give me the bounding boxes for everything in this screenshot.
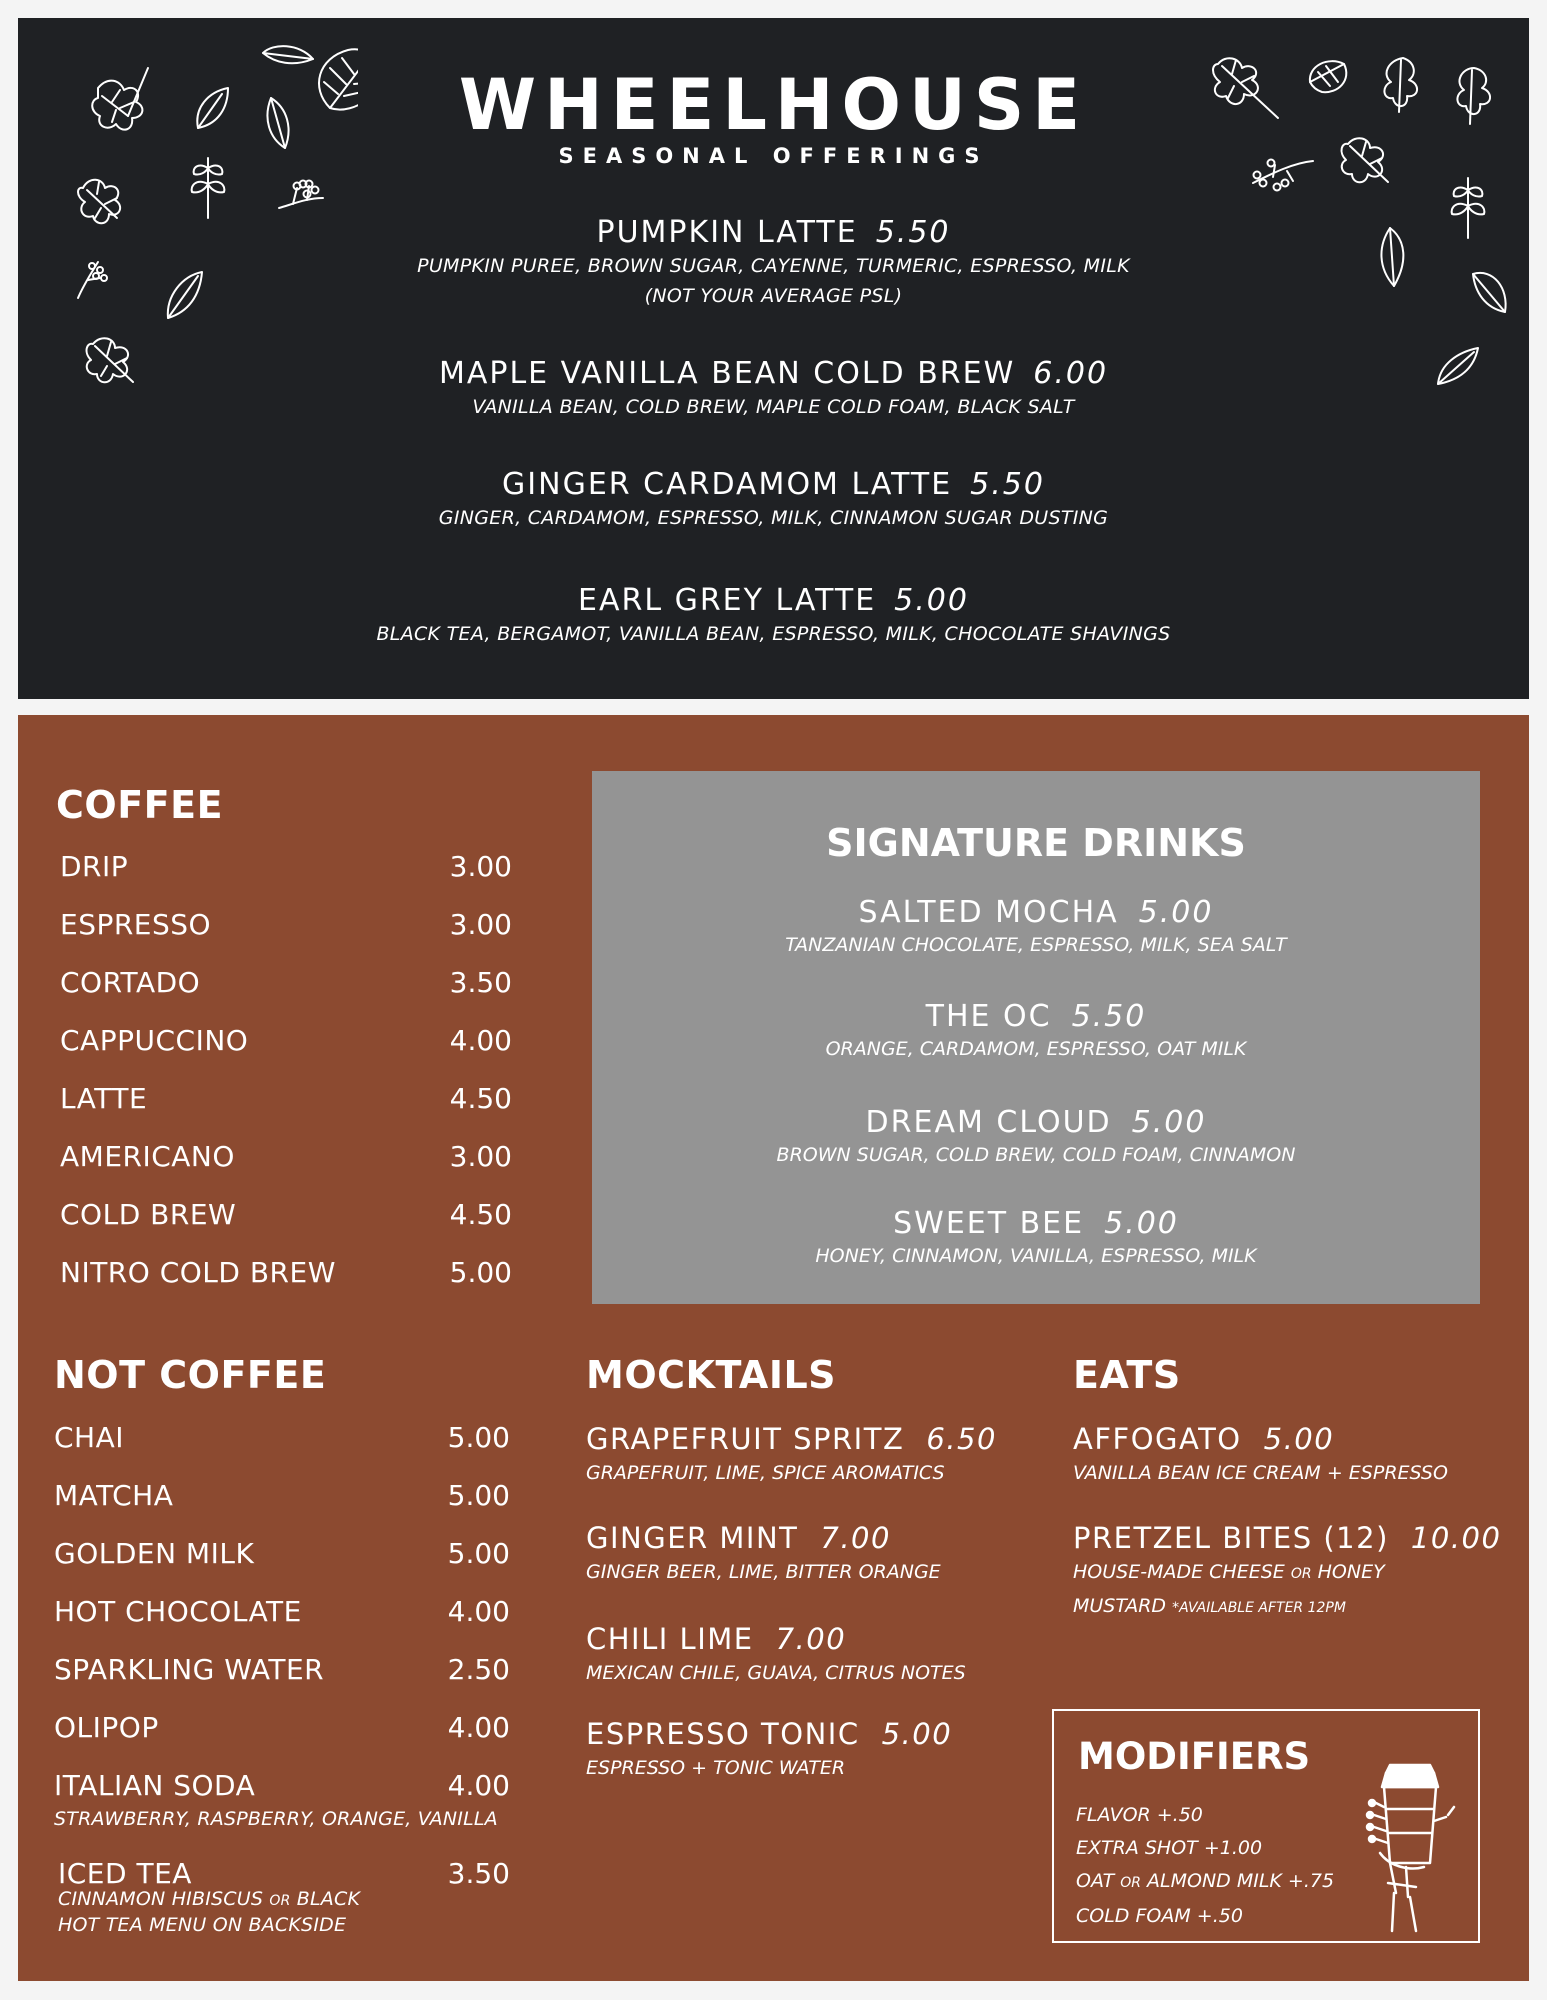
signature-item-name: THE OC 5.50 xyxy=(925,999,1147,1034)
seasonal-item-price: 5.50 xyxy=(875,215,951,250)
mocktail-price: 5.00 xyxy=(881,1717,953,1751)
mocktail-price: 6.50 xyxy=(926,1422,997,1456)
not-coffee-heading: NOT COFFEE xyxy=(54,1353,327,1397)
mocktail-name: GINGER MINT 7.00 xyxy=(586,1521,891,1555)
not-coffee-item: ICED TEA 3.50 xyxy=(58,1857,510,1890)
coffee-item: CAPPUCCINO 4.00 xyxy=(60,1024,512,1057)
seasonal-item-name: MAPLE VANILLA BEAN COLD BREW 6.00 xyxy=(438,356,1109,391)
seasonal-panel xyxy=(18,18,1529,699)
signature-item-name: DREAM CLOUD 5.00 xyxy=(865,1105,1207,1140)
coffee-item: CORTADO 3.50 xyxy=(60,966,512,999)
mocktail-desc: GINGER BEER, LIME, BITTER ORANGE xyxy=(586,1561,941,1583)
eats-desc: HOUSE-MADE CHEESE OR HONEY xyxy=(1073,1561,1385,1583)
mocktail-item xyxy=(586,1520,941,1588)
not-coffee-list xyxy=(54,1421,510,1937)
seasonal-item-note: (NOT YOUR AVERAGE PSL) xyxy=(644,285,903,307)
coffee-list xyxy=(60,850,512,1314)
eats-desc: MUSTARD *AVAILABLE AFTER 12PM xyxy=(1073,1595,1346,1617)
mocktail-price: 7.00 xyxy=(820,1521,891,1555)
seasonal-item-name: EARL GREY LATTE 5.00 xyxy=(578,583,969,618)
skeleton-hand-cup-icon xyxy=(1360,1763,1460,1938)
eats-desc: VANILLA BEAN ICE CREAM + ESPRESSO xyxy=(1073,1462,1448,1484)
signature-heading: SIGNATURE DRINKS xyxy=(826,821,1246,865)
modifiers-heading: MODIFIERS xyxy=(1078,1735,1311,1778)
signature-item-price: 5.00 xyxy=(1138,895,1214,930)
seasonal-item-name: GINGER CARDAMOM LATTE 5.50 xyxy=(502,467,1045,502)
hot-tea-note: HOT TEA MENU ON BACKSIDE xyxy=(58,1914,347,1936)
eats-heading: EATS xyxy=(1073,1353,1181,1397)
coffee-item: AMERICANO 3.00 xyxy=(60,1140,512,1173)
mocktail-name: GRAPEFRUIT SPRITZ 6.50 xyxy=(586,1422,997,1456)
signature-item-name: SWEET BEE 5.00 xyxy=(893,1206,1179,1241)
mocktail-name: ESPRESSO TONIC 5.00 xyxy=(586,1717,953,1751)
berry-sprig-icon xyxy=(279,181,323,209)
modifier-item: EXTRA SHOT +1.00 xyxy=(1076,1837,1263,1859)
mocktails-heading: MOCKTAILS xyxy=(586,1353,837,1397)
signature-item-price: 5.00 xyxy=(1131,1105,1207,1140)
signature-drinks-box xyxy=(592,771,1480,1304)
signature-item-price: 5.00 xyxy=(1104,1206,1179,1241)
not-coffee-item: SPARKLING WATER 2.50 xyxy=(54,1653,510,1686)
seasonal-item-price: 6.00 xyxy=(1033,356,1109,391)
seasonal-item-desc: GINGER, CARDAMOM, ESPRESSO, MILK, CINNAMON SUGAR DUSTING xyxy=(438,507,1109,529)
italian-soda-flavors: STRAWBERRY, RASPBERRY, ORANGE, VANILLA xyxy=(54,1808,498,1830)
coffee-item: COLD BREW 4.50 xyxy=(60,1198,512,1231)
signature-item-desc: BROWN SUGAR, COLD BREW, COLD FOAM, CINNAMON xyxy=(776,1144,1296,1166)
signature-item-desc: ORANGE, CARDAMOM, ESPRESSO, OAT MILK xyxy=(825,1038,1247,1060)
seasonal-item-desc: BLACK TEA, BERGAMOT, VANILLA BEAN, ESPRESSO, MILK, CHOCOLATE SHAVINGS xyxy=(376,623,1171,645)
seasonal-item xyxy=(18,216,1529,310)
coffee-heading: COFFEE xyxy=(56,783,224,827)
brand-subtitle: SEASONAL OFFERINGS xyxy=(558,144,989,168)
brand-title: WHEELHOUSE xyxy=(458,64,1089,146)
seasonal-item xyxy=(18,357,1529,423)
mocktail-item xyxy=(586,1621,966,1689)
mocktail-desc: MEXICAN CHILE, GUAVA, CITRUS NOTES xyxy=(586,1662,966,1684)
signature-item-price: 5.50 xyxy=(1071,999,1147,1034)
iced-tea-note: CINNAMON HIBISCUS OR BLACK xyxy=(58,1888,361,1910)
modifiers-list xyxy=(1076,1799,1334,1933)
signature-item-name: SALTED MOCHA 5.00 xyxy=(858,895,1214,930)
eats-price: 5.00 xyxy=(1263,1422,1335,1456)
eats-name: PRETZEL BITES (12) 10.00 xyxy=(1073,1521,1502,1555)
mocktail-desc: ESPRESSO + TONIC WATER xyxy=(586,1757,846,1779)
seasonal-item-desc: VANILLA BEAN, COLD BREW, MAPLE COLD FOAM, BLACK SALT xyxy=(472,396,1075,418)
mocktail-price: 7.00 xyxy=(775,1622,847,1656)
eats-name: AFFOGATO 5.00 xyxy=(1073,1422,1335,1456)
not-coffee-item: GOLDEN MILK 5.00 xyxy=(54,1537,510,1570)
signature-item xyxy=(592,1105,1480,1169)
mocktail-item xyxy=(586,1716,952,1784)
coffee-item: NITRO COLD BREW 5.00 xyxy=(60,1256,512,1289)
coffee-item: LATTE 4.50 xyxy=(60,1082,512,1115)
not-coffee-item: MATCHA 5.00 xyxy=(54,1479,510,1512)
seasonal-item-price: 5.00 xyxy=(894,583,969,618)
seasonal-item-desc: PUMPKIN PUREE, BROWN SUGAR, CAYENNE, TURMERIC, ESPRESSO, MILK xyxy=(417,255,1130,277)
mocktail-item xyxy=(586,1421,997,1489)
signature-item xyxy=(592,999,1480,1063)
signature-item-desc: TANZANIAN CHOCOLATE, ESPRESSO, MILK, SEA SALT xyxy=(785,934,1287,956)
mocktail-desc: GRAPEFRUIT, LIME, SPICE AROMATICS xyxy=(586,1462,945,1484)
modifier-item: COLD FOAM +.50 xyxy=(1076,1905,1243,1927)
not-coffee-item: ITALIAN SODA 4.00 xyxy=(54,1769,510,1802)
main-menu-panel xyxy=(18,715,1529,1981)
seasonal-item xyxy=(18,468,1529,534)
modifiers-box xyxy=(1052,1709,1480,1943)
seasonal-item-name: PUMPKIN LATTE 5.50 xyxy=(596,215,951,250)
modifier-item: FLAVOR +.50 xyxy=(1076,1804,1203,1826)
not-coffee-item: OLIPOP 4.00 xyxy=(54,1711,510,1744)
seasonal-item xyxy=(18,584,1529,650)
eats-item xyxy=(1073,1520,1501,1624)
modifier-item: OAT OR ALMOND MILK +.75 xyxy=(1076,1870,1335,1892)
seasonal-item-price: 5.50 xyxy=(970,467,1045,502)
signature-item xyxy=(592,895,1480,959)
signature-item xyxy=(592,1206,1480,1270)
mocktail-name: CHILI LIME 7.00 xyxy=(586,1622,847,1656)
not-coffee-item: HOT CHOCOLATE 4.00 xyxy=(54,1595,510,1628)
leaf-icon xyxy=(263,46,313,63)
eats-item xyxy=(1073,1421,1448,1489)
not-coffee-item: CHAI 5.00 xyxy=(54,1421,510,1454)
coffee-item: ESPRESSO 3.00 xyxy=(60,908,512,941)
signature-item-desc: HONEY, CINNAMON, VANILLA, ESPRESSO, MILK xyxy=(815,1245,1257,1267)
eats-price: 10.00 xyxy=(1410,1521,1502,1555)
coffee-item: DRIP 3.00 xyxy=(60,850,512,883)
